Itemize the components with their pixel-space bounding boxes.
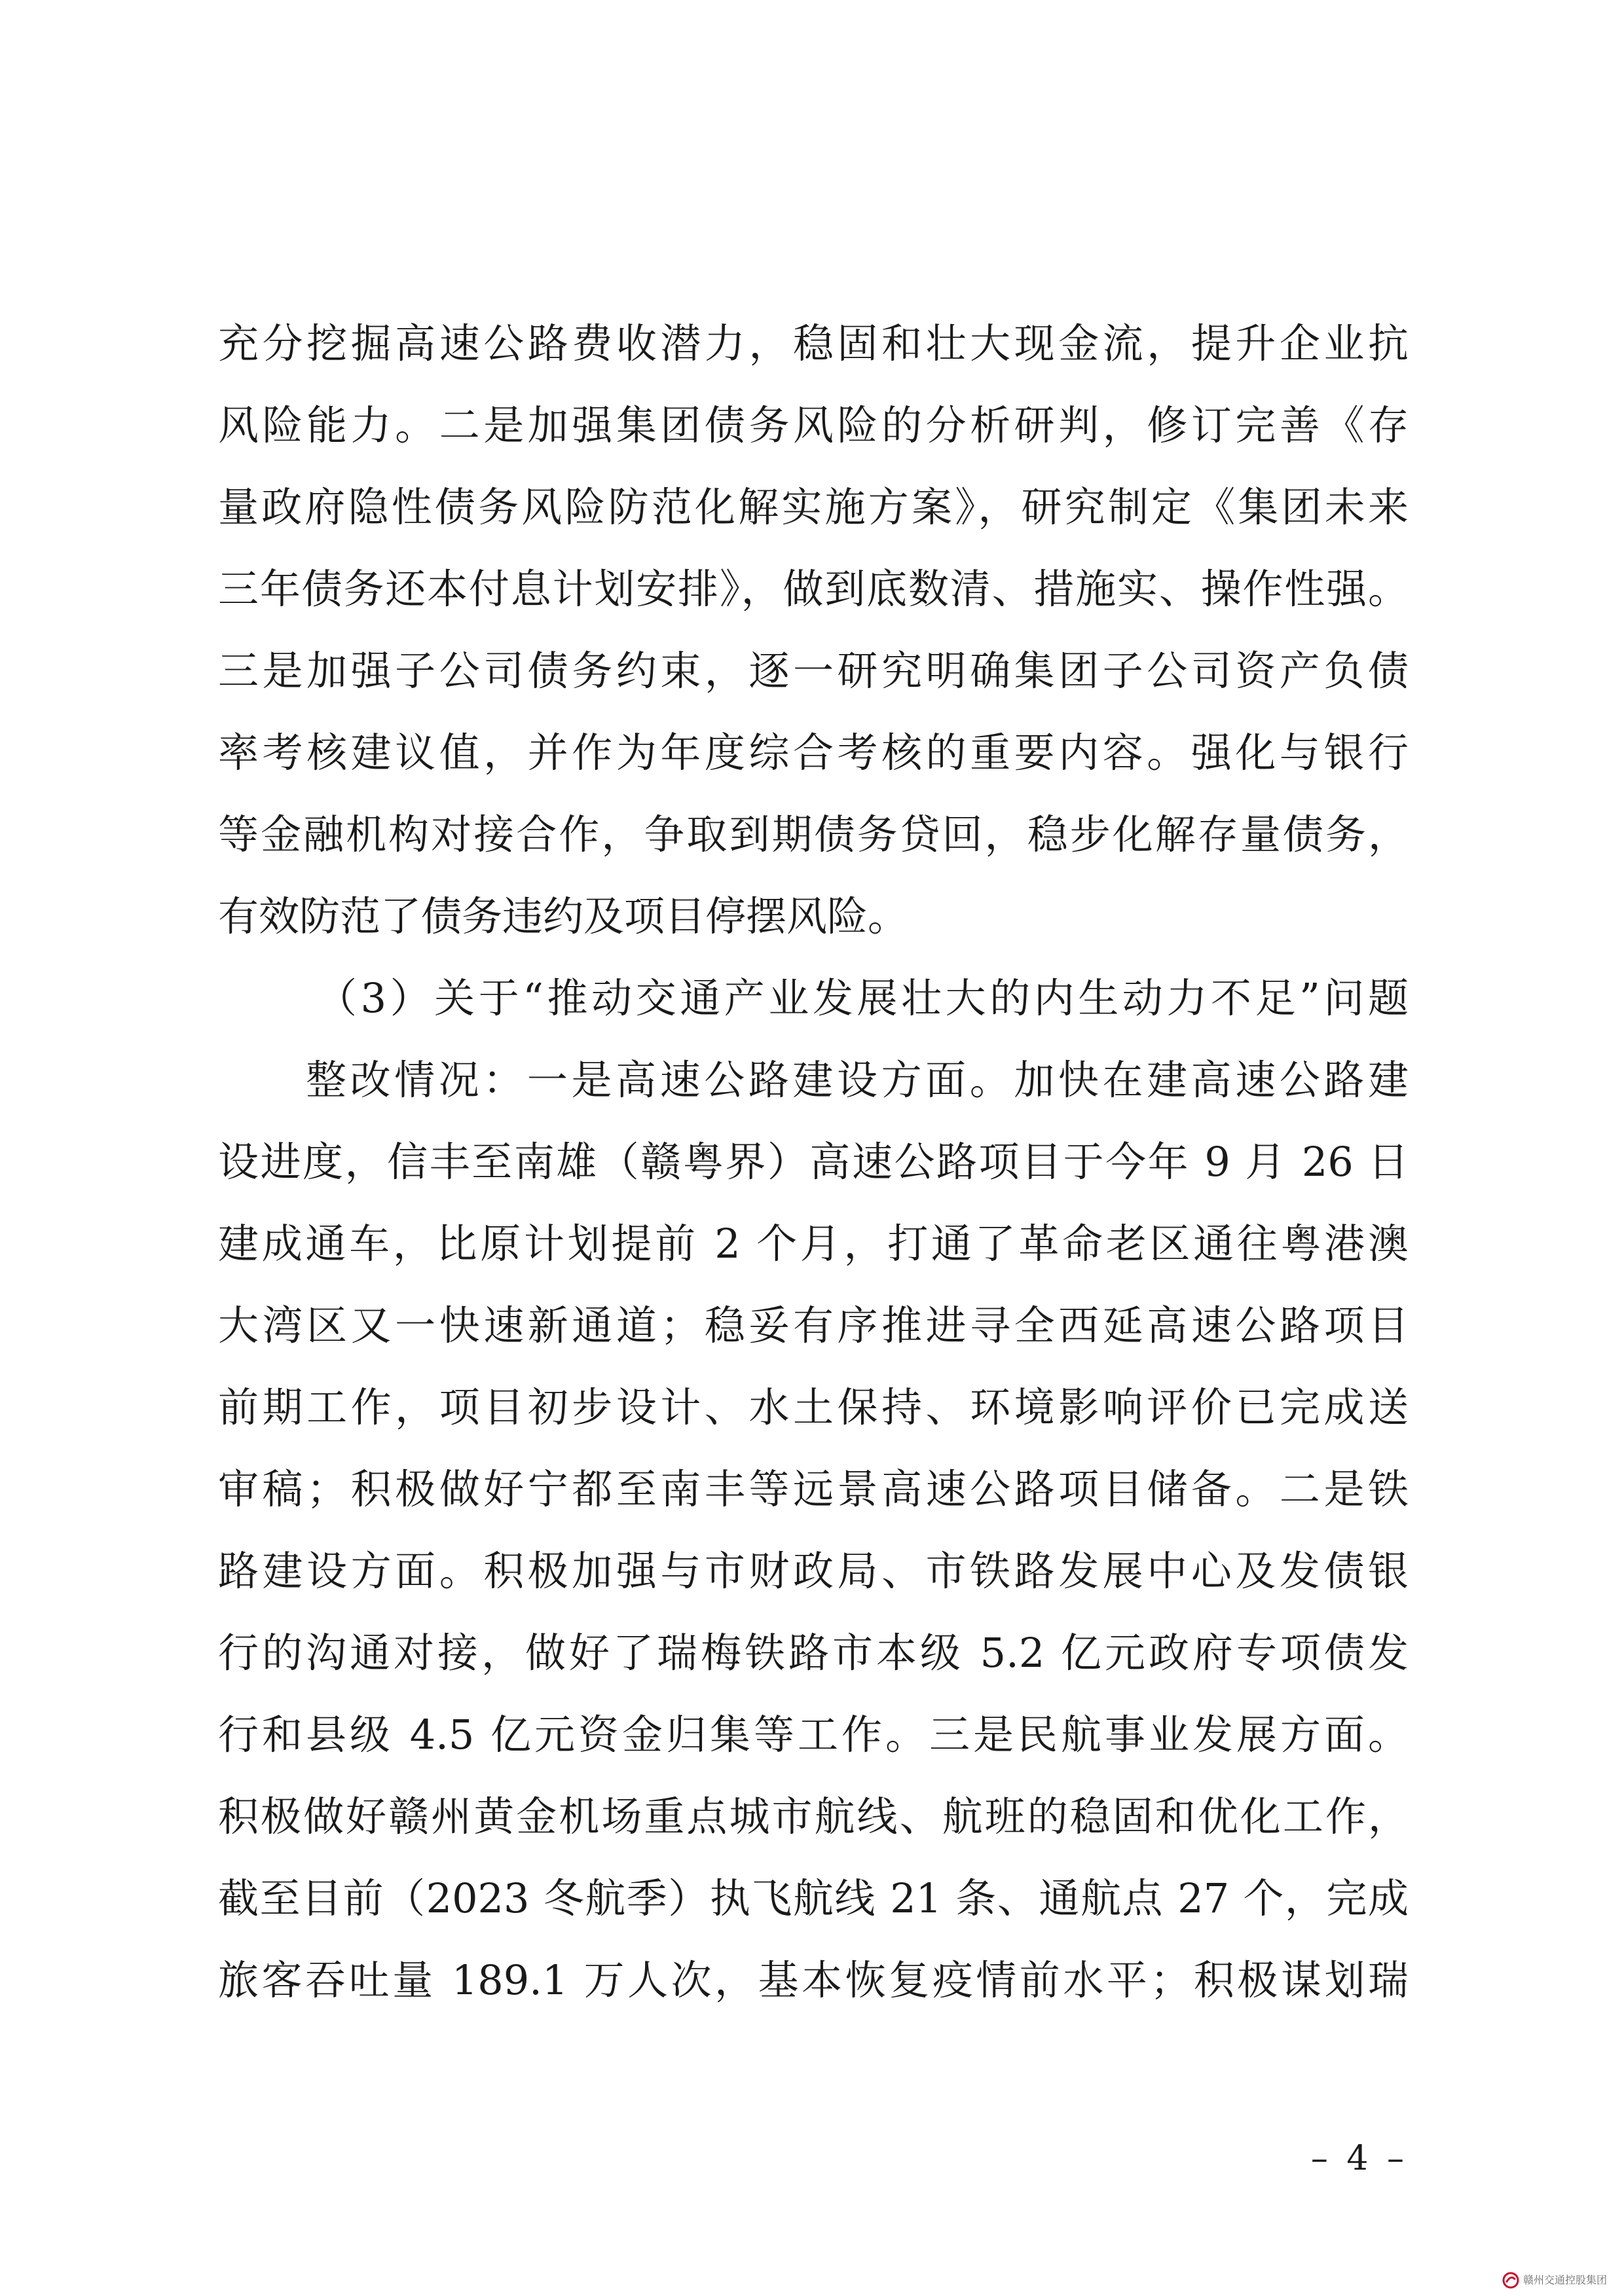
text-line: 路建设方面。积极加强与市财政局、市铁路发展中心及发债银 (218, 1547, 1409, 1595)
text-line: 等金融机构对接合作，争取到期债务贷回，稳步化解存量债务， (218, 811, 1409, 858)
text-line: 整改情况：一是高速公路建设方面。加快在建高速公路建 (306, 1056, 1409, 1104)
text-line: 大湾区又一快速新通道；稳妥有序推进寻全西延高速公路项目 (218, 1302, 1409, 1349)
text-line: 率考核建议值，并作为年度综合考核的重要内容。强化与银行 (218, 729, 1409, 776)
text-line: 三是加强子公司债务约束，逐一研究明确集团子公司资产负债 (218, 647, 1409, 695)
page-number: – 4 – (1310, 2139, 1408, 2178)
body-text (218, 302, 1409, 2021)
company-logo-icon (1502, 2272, 1519, 2289)
text-line: 三年债务还本付息计划安排》，做到底数清、措施实、操作性强。 (218, 565, 1409, 613)
text-line: 行和县级 4.5 亿元资金归集等工作。三是民航事业发展方面。 (218, 1711, 1409, 1758)
text-line: 行的沟通对接，做好了瑞梅铁路市本级 5.2 亿元政府专项债发 (218, 1629, 1409, 1677)
text-line: 充分挖掘高速公路费收潜力，稳固和壮大现金流，提升企业抗 (218, 319, 1409, 367)
text-line: 风险能力。二是加强集团债务风险的分析研判，修订完善《存 (218, 401, 1409, 449)
text-line: 前期工作，项目初步设计、水土保持、环境影响评价已完成送 (218, 1383, 1409, 1431)
watermark-text: 赣州交通控股集团 (1522, 2274, 1607, 2286)
text-line: 积极做好赣州黄金机场重点城市航线、航班的稳固和优化工作， (218, 1793, 1409, 1840)
text-line: 审稿；积极做好宁都至南丰等远景高速公路项目储备。二是铁 (218, 1465, 1409, 1513)
text-line: 旅客吞吐量 189.1 万人次，基本恢复疫情前水平；积极谋划瑞 (218, 1956, 1409, 2004)
section-heading: （3）关于“推动交通产业发展壮大的内生动力不足”问题 (316, 974, 1409, 1022)
text-line: 截至目前（2023 冬航季）执飞航线 21 条、通航点 27 个，完成 (218, 1874, 1409, 1922)
text-line: 设进度，信丰至南雄（赣粤界）高速公路项目于今年 9 月 26 日 (218, 1138, 1409, 1186)
watermark (1502, 2272, 1607, 2289)
text-line: 量政府隐性债务风险防范化解实施方案》，研究制定《集团未来 (218, 483, 1409, 531)
text-line: 有效防范了债务违约及项目停摆风险。 (218, 892, 909, 940)
text-line: 建成通车，比原计划提前 2 个月，打通了革命老区通往粤港澳 (218, 1220, 1409, 1267)
